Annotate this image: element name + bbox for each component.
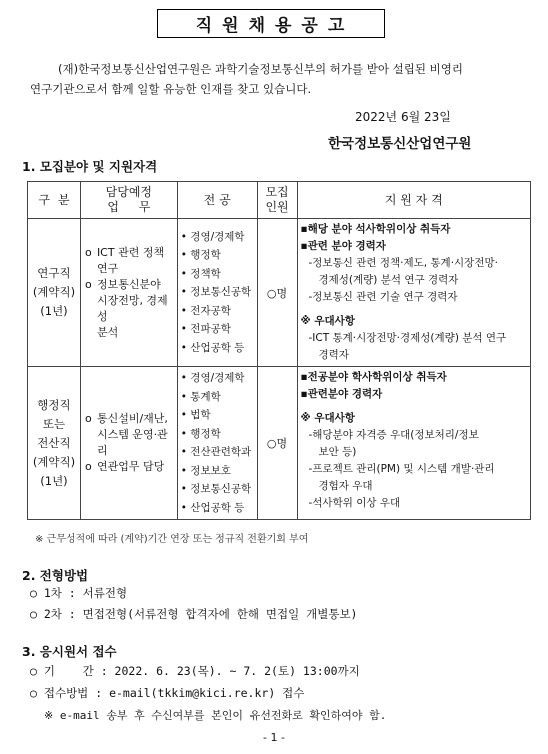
period-value: : 2022. 6. 23(목). ~ 7. 2(토) 13:00까지 — [100, 664, 360, 678]
major-item: 정책학 — [190, 267, 221, 280]
qualification-line: ※ 우대사항 — [300, 315, 355, 327]
intro-line-1: (재)한국정보통신산업연구원은 과학기술정보통신부의 허가를 받아 설립된 비영리 — [58, 62, 463, 76]
bullet-icon: o — [84, 277, 92, 291]
headcount-cell: ○명 — [257, 219, 297, 367]
area-label: 전산직 — [37, 435, 71, 450]
major-item: 경영/경제학 — [190, 230, 245, 243]
bullet-icon: • — [180, 464, 191, 477]
area-label: 또는 — [42, 416, 66, 431]
organization-name: 한국정보통신산업연구원 — [328, 136, 472, 152]
section-2-heading: 2. 전형방법 — [22, 568, 89, 583]
major-item: 산업공학 등 — [190, 341, 245, 354]
qualification-cell — [297, 367, 531, 520]
header-qualification: 지 원 자 격 — [297, 182, 531, 219]
qualification-cell — [297, 219, 531, 367]
qualification-line: ▪해당 분야 석사학위이상 취득자 — [300, 223, 451, 235]
qualification-line: -ICT 통계·시장전망·경제성(계량) 분석 연구 — [308, 332, 507, 344]
bullet-icon: • — [180, 446, 191, 458]
bullet-icon: • — [180, 267, 191, 280]
section-3-heading: 3. 응시원서 접수 — [22, 644, 117, 659]
duty-text: 연관업무 담당 — [96, 460, 165, 473]
qualification-line: ▪전공분야 학사학위이상 취득자 — [300, 371, 447, 383]
bullet-icon: • — [180, 249, 191, 262]
header-duty: 담당예정 업 무 — [80, 182, 177, 219]
qualification-line: 경험자 우대 — [318, 480, 373, 492]
bullet-icon: • — [180, 501, 191, 514]
duty-text: 통신설비/재난, — [96, 412, 168, 425]
duty-item — [85, 459, 173, 475]
bullet-icon: • — [180, 304, 191, 317]
header-count: 모집 인원 — [257, 182, 297, 219]
duty-item — [85, 245, 173, 277]
duty-text: 시스템 운영·관리 — [96, 428, 168, 457]
area-cell — [28, 219, 81, 367]
duty-item — [85, 411, 173, 459]
qualification-line: ▪관련 분야 경력자 — [300, 240, 386, 252]
document-title: 직원채용공고 — [157, 9, 385, 38]
qualification-line: 보안 등) — [318, 446, 357, 458]
header-area: 구분 — [28, 182, 81, 219]
qualification-line: ▪관련분야 경력자 — [300, 388, 383, 400]
area-label: (1년) — [40, 304, 68, 318]
major-item: 정보통신공학 — [190, 286, 252, 299]
major-item: 행정학 — [190, 427, 221, 440]
section-1-heading: 1. 모집분야 및 지원자격 — [22, 159, 158, 174]
bullet-icon: • — [180, 341, 191, 354]
major-item: 전파공학 — [190, 323, 231, 336]
major-item: 전자공학 — [190, 304, 231, 317]
qualification-line: -정보통신 관련 기술 연구 경력자 — [308, 291, 458, 303]
area-label: (계약직) — [32, 454, 76, 469]
duty-text: ICT 관련 정책 — [96, 245, 165, 259]
method-label: ○ 접수방법 — [30, 686, 89, 700]
application-method — [30, 685, 304, 701]
bullet-icon: • — [180, 230, 191, 243]
major-item: 산업공학 등 — [190, 501, 245, 514]
area-cell — [28, 367, 81, 520]
bullet-icon: o — [84, 245, 92, 259]
qualification-line: -석사학위 이상 우대 — [308, 497, 401, 509]
bullet-icon: • — [180, 372, 191, 384]
bullet-icon: • — [180, 390, 191, 403]
screening-step-2: ○ 2차 : 면접전형(서류전형 합격자에 한해 면접일 개별통보) — [30, 607, 358, 621]
bullet-icon: o — [84, 460, 92, 473]
major-item: 정보보호 — [190, 464, 231, 477]
header-major: 전 공 — [177, 182, 257, 219]
qualification-line: -해당분야 자격증 우대(정보처리/정보 — [308, 429, 479, 441]
duty-text: 시장전망, 경제성 — [96, 293, 168, 323]
bullet-icon: • — [180, 409, 191, 421]
major-item: 정보통신공학 — [190, 483, 252, 495]
major-item: 법학 — [190, 409, 211, 421]
table-header-row — [28, 182, 531, 219]
area-label: 행정직 — [37, 397, 71, 412]
bullet-icon: • — [180, 323, 191, 336]
area-label: 연구직 — [37, 266, 71, 280]
area-label: (계약직) — [32, 285, 76, 299]
duty-text: 연구 — [96, 261, 119, 275]
qualification-line: -프로젝트 관리(PM) 및 시스템 개발·관리 — [308, 463, 495, 475]
bullet-icon: • — [180, 427, 191, 440]
bullet-icon: o — [84, 412, 92, 425]
announcement-date: 2022년 6월 23일 — [355, 110, 451, 124]
duty-cell — [80, 219, 177, 367]
table-row — [28, 367, 531, 520]
qualification-line: 경력자 — [318, 349, 349, 361]
major-cell — [177, 367, 257, 520]
major-cell — [177, 219, 257, 367]
screening-step-1: ○ 1차 : 서류전형 — [30, 586, 128, 600]
recruitment-table — [27, 181, 531, 520]
method-value: : e-mail(tkkim@kici.re.kr) 접수 — [95, 686, 305, 700]
duty-cell — [80, 367, 177, 520]
table-note: ※ 근무성적에 따라 (계약)기간 연장 또는 정규직 전환기회 부여 — [35, 534, 309, 545]
major-item: 전산관련학과 — [190, 446, 252, 458]
page-number: - 1 - — [263, 731, 285, 744]
application-period — [30, 663, 360, 679]
intro-line-2: 연구기관으로서 함께 일할 유능한 인재를 찾고 있습니다. — [30, 82, 312, 96]
bullet-icon: • — [180, 286, 191, 299]
application-note: ※ e-mail 송부 후 수신여부를 본인이 유선전화로 확인하여야 함. — [44, 709, 387, 722]
intro-paragraph — [30, 59, 530, 99]
duty-item — [85, 277, 173, 341]
duty-text: 정보통신분야 — [96, 277, 161, 291]
qualification-line: ※ 우대사항 — [300, 412, 355, 424]
duty-text: 분석 — [96, 325, 119, 339]
qualification-line: 경제성(계량) 분석 연구 경력자 — [318, 274, 459, 286]
qualification-line: -정보통신 관련 정책·제도, 통계·시장전망· — [308, 257, 498, 269]
bullet-icon: • — [180, 483, 191, 495]
area-label: (1년) — [40, 473, 68, 488]
table-row — [28, 219, 531, 367]
major-item: 경영/경제학 — [190, 372, 245, 384]
headcount-cell: ○명 — [257, 367, 297, 520]
major-item: 통계학 — [190, 390, 221, 403]
period-label: ○ 기 간 — [30, 664, 94, 678]
major-item: 행정학 — [190, 249, 221, 262]
